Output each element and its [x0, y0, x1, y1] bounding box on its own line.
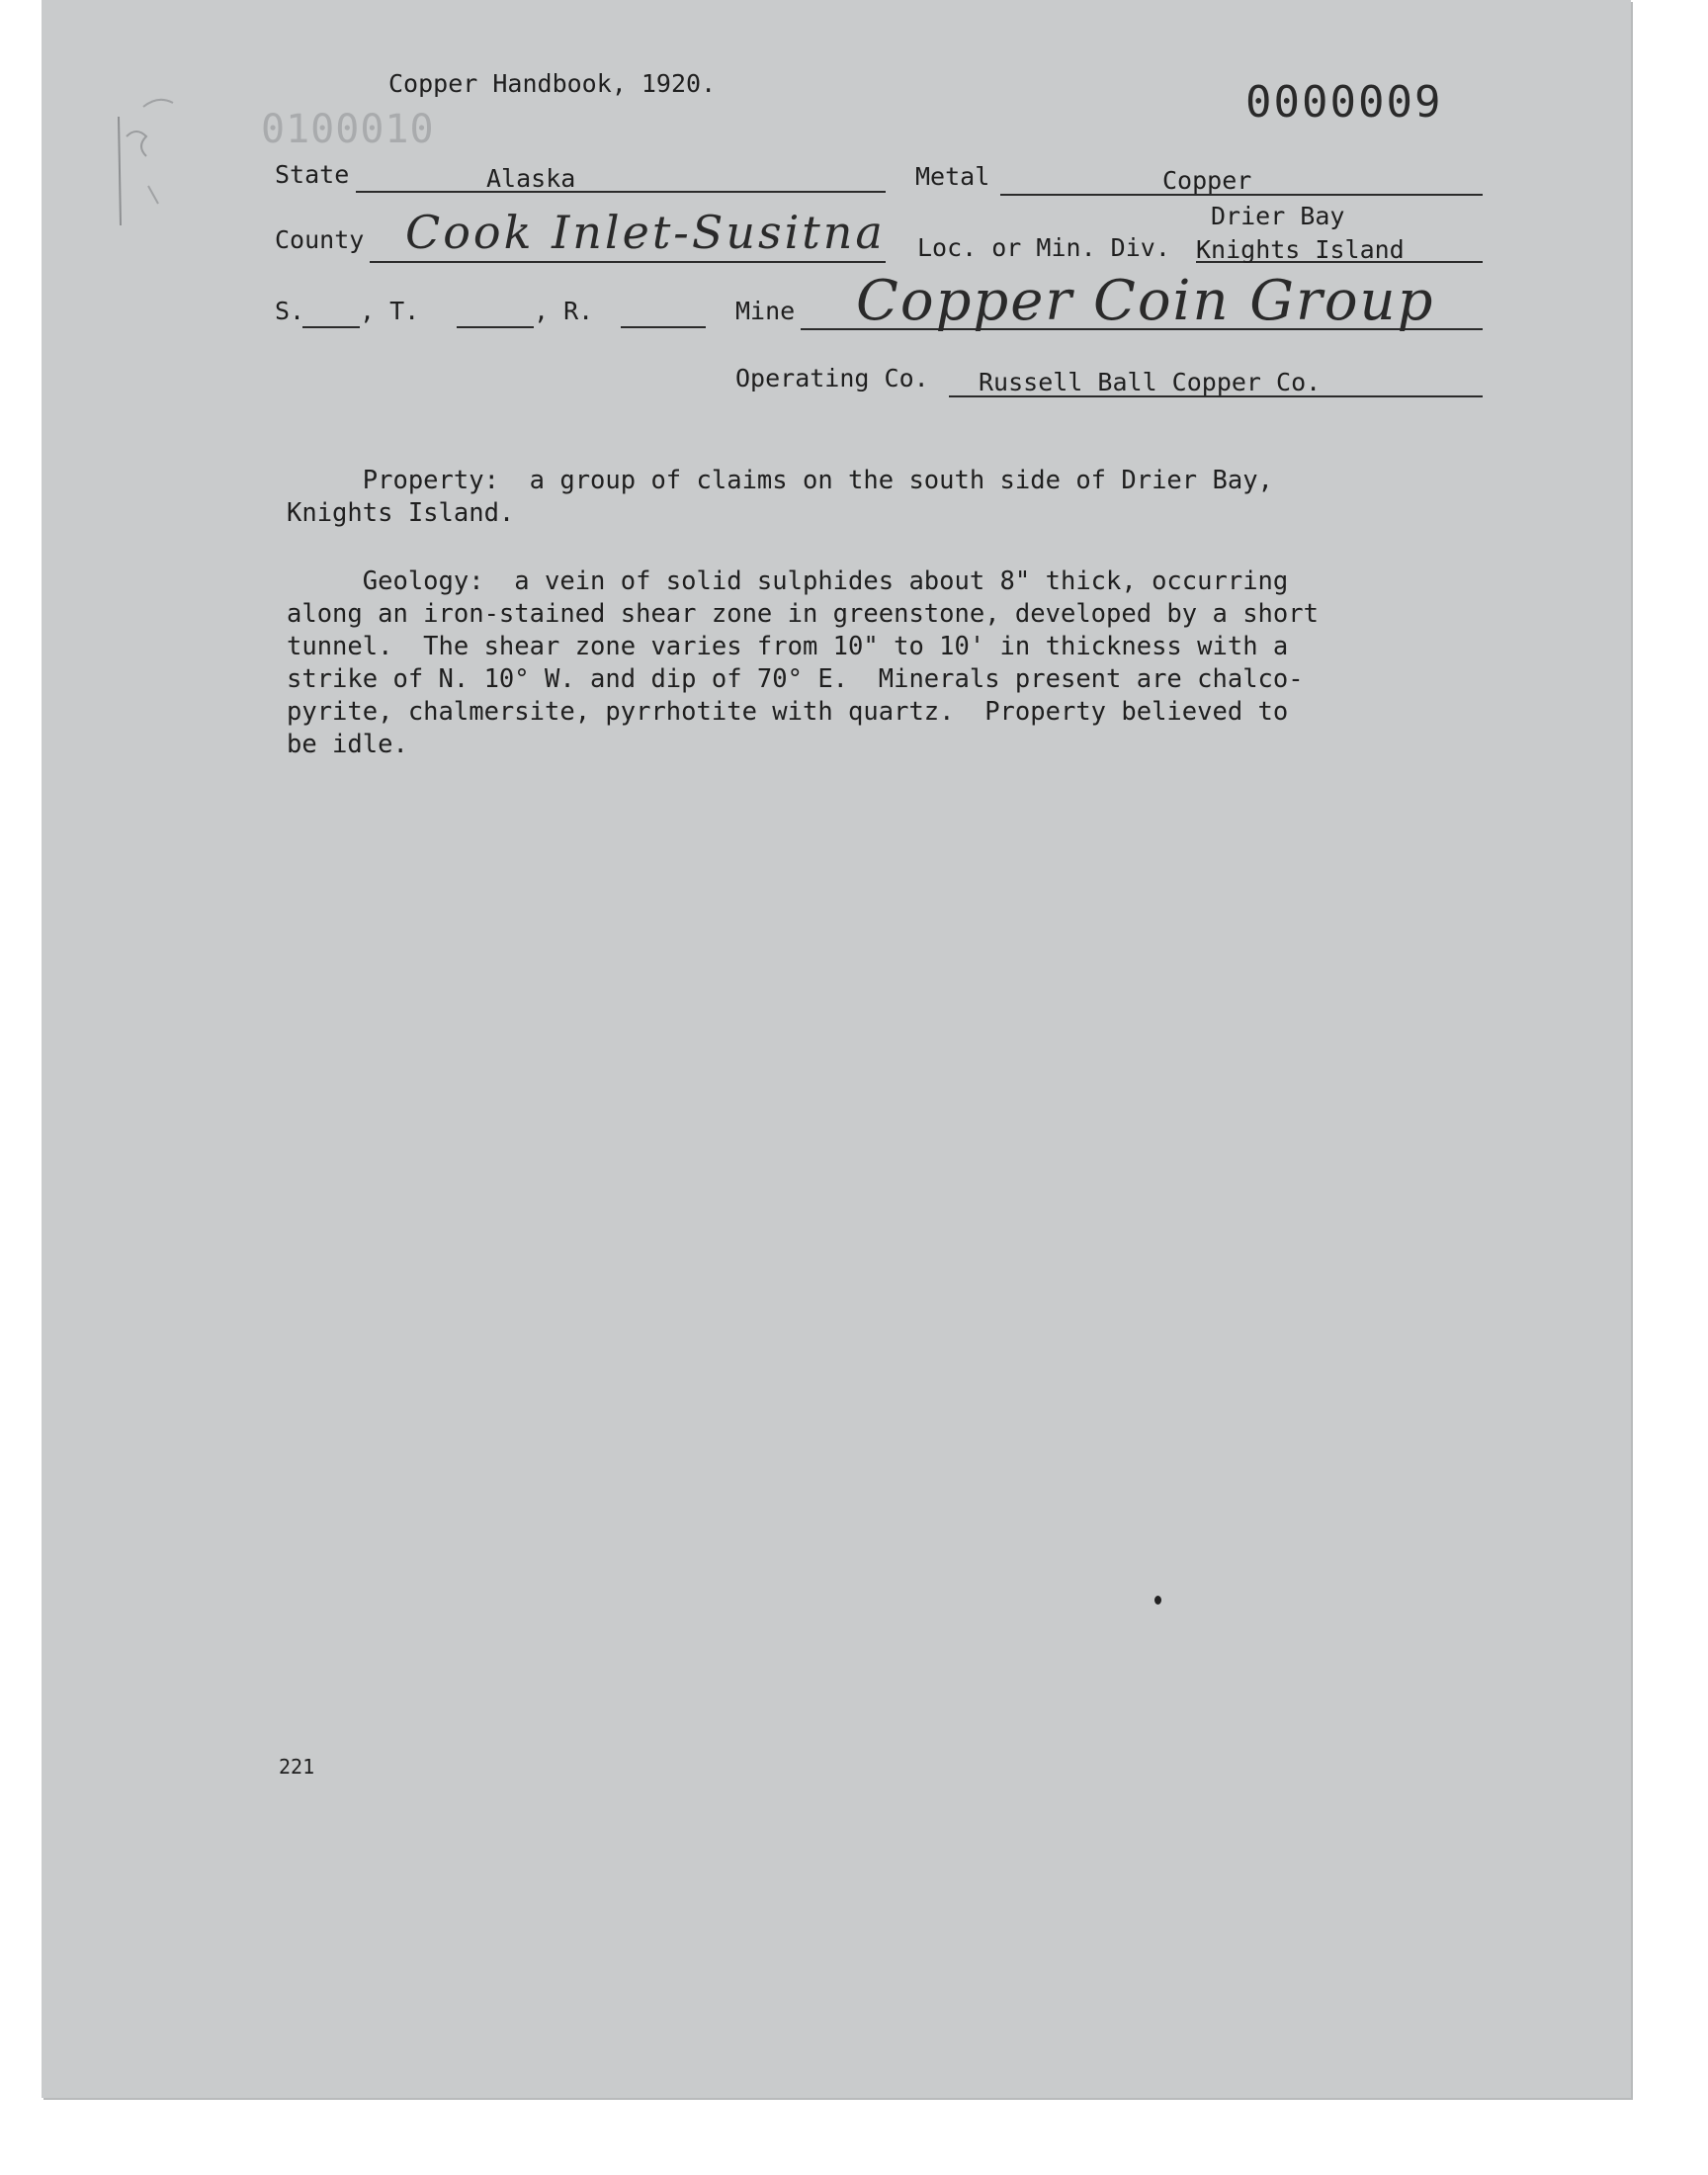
township-label: , T. [360, 297, 420, 325]
range-underline [621, 326, 706, 328]
county-value-handwritten: Cook Inlet-Susitna [405, 206, 886, 259]
mine-value-handwritten: Copper Coin Group [856, 269, 1435, 333]
state-underline [356, 191, 886, 193]
geology-paragraph-line-6: be idle. [287, 730, 408, 759]
state-label: State [275, 160, 350, 189]
state-value: Alaska [486, 164, 576, 193]
township-underline [457, 326, 534, 328]
margin-pencil-marks [69, 77, 188, 245]
record-number-stamp: 0000009 [1245, 77, 1443, 128]
loc-label: Loc. or Min. Div. [917, 233, 1170, 262]
property-paragraph-line-2: Knights Island. [287, 498, 515, 528]
section-label: S. [275, 297, 305, 325]
handbook-title: Copper Handbook, 1920. [388, 69, 717, 98]
property-paragraph-line-1: Property: a group of claims on the south side of Drier Bay, [287, 466, 1273, 495]
metal-label: Metal [915, 162, 990, 191]
metal-value: Copper [1162, 166, 1252, 195]
county-label: County [275, 225, 365, 254]
geology-paragraph-line-4: strike of N. 10° W. and dip of 70° E. Minerals present are chalco- [287, 664, 1304, 694]
geology-paragraph-line-1: Geology: a vein of solid sulphides about 8" thick, occurring [287, 566, 1289, 596]
operating-company-value: Russell Ball Copper Co. [979, 368, 1322, 396]
mine-label: Mine [735, 297, 796, 325]
geology-paragraph-line-2: along an iron-stained shear zone in greenstone, developed by a short [287, 599, 1319, 629]
ink-speck [1154, 1596, 1161, 1605]
loc-value-line2: Knights Island [1196, 235, 1405, 264]
document-page [42, 0, 1631, 2098]
loc-value-line1: Drier Bay [1211, 202, 1345, 230]
range-label: , R. [534, 297, 594, 325]
page-number: 221 [279, 1755, 315, 1779]
faded-stamp-number: 0100010 [261, 107, 435, 152]
county-underline [370, 261, 886, 263]
geology-paragraph-line-3: tunnel. The shear zone varies from 10" to 10' in thickness with a [287, 632, 1289, 661]
section-underline [302, 326, 360, 328]
geology-paragraph-line-5: pyrite, chalmersite, pyrrhotite with quartz. Property believed to [287, 697, 1289, 727]
operating-company-label: Operating Co. [735, 364, 929, 392]
